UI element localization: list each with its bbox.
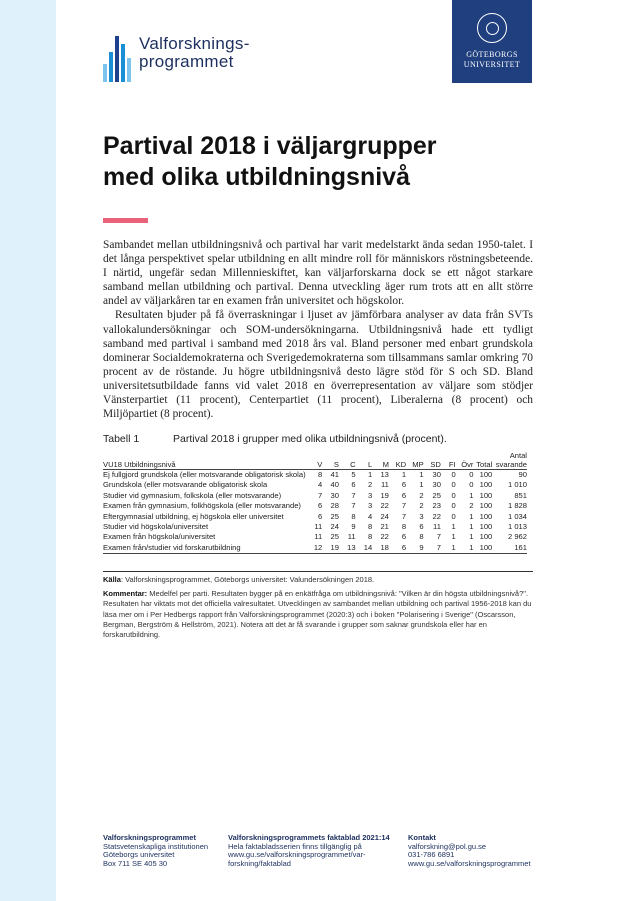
table-cell: 14	[356, 543, 373, 554]
table-cell: 4	[318, 480, 323, 490]
table-cell: 6	[389, 543, 406, 554]
row-label: Grundskola (eller motsvarande obligatorisk skola	[103, 480, 268, 490]
column-header: M	[372, 460, 389, 470]
footer-factsheet-link-cont[interactable]: forskning/faktablad	[228, 858, 291, 868]
table-cell: 19	[322, 543, 339, 554]
table-cell: 6	[351, 480, 356, 490]
table-cell: 18	[372, 543, 389, 554]
table-cell: 7	[318, 490, 323, 500]
table-cell: 0	[451, 480, 456, 490]
table-cell: 1	[451, 532, 456, 542]
table-cell: 3	[368, 490, 373, 500]
table-cell: 11	[347, 532, 356, 542]
table-cell: 8	[368, 532, 373, 542]
table-cell: 11	[314, 532, 323, 542]
column-header: svarande	[492, 460, 527, 470]
table-cell: 6	[401, 490, 407, 500]
footer-contact-email[interactable]: valforskning@pol.gu.se	[408, 841, 487, 851]
gu-name	[452, 50, 532, 70]
title-line1: Partival 2018 i väljargrupper	[103, 132, 437, 160]
table-cell: 0	[451, 501, 456, 511]
table-cell: 161	[492, 543, 527, 554]
column-header: L	[356, 460, 373, 470]
table-cell: 7	[351, 490, 356, 500]
table-cell: 1 034	[507, 511, 527, 521]
table-cell: 12	[306, 543, 323, 554]
table-cell: 25	[330, 511, 339, 521]
table-cell: 22	[380, 501, 389, 511]
table-cell: 9	[406, 543, 424, 554]
logo-text	[139, 35, 250, 71]
table-row	[103, 491, 527, 501]
table-cell: 7	[436, 532, 441, 542]
accent-bar	[103, 218, 148, 223]
table-cell: 22	[432, 511, 441, 521]
table-cell: 13	[339, 543, 356, 554]
table-cell: 1 828	[507, 501, 527, 511]
table-cell: 30	[432, 470, 441, 479]
table-cell: 41	[330, 470, 339, 479]
table-cell: 30	[432, 480, 441, 490]
table-cell: 1 013	[507, 522, 527, 532]
table-caption-text: Partival 2018 i grupper med olika utbildningsnivå (procent).	[173, 433, 447, 445]
sources-section	[103, 571, 533, 644]
valforskningsprogrammet-logo	[103, 32, 273, 84]
gu-name-line1: GÖTEBORGS	[466, 50, 518, 59]
table-cell: 0	[469, 470, 474, 479]
table-cell: 21	[380, 522, 389, 532]
table-row	[103, 532, 527, 542]
comment-label: Kommentar:	[103, 589, 148, 599]
table-cell: 1	[419, 480, 424, 490]
table-cell: 3	[419, 511, 424, 521]
logo-text-line2: programmet	[139, 52, 234, 71]
table-row	[103, 480, 527, 490]
table-cell: 3	[368, 501, 373, 511]
table-cell: 19	[380, 490, 389, 500]
table-cell: 40	[330, 480, 339, 490]
gu-logo	[452, 0, 532, 83]
table-cell: 100	[479, 490, 493, 500]
row-label: Studier vid gymnasium, folkskola (eller motsvarande)	[103, 490, 282, 500]
table-cell: 100	[479, 532, 493, 542]
table-cell: 100	[473, 543, 492, 554]
comment-note	[103, 589, 533, 640]
table-cell: 100	[479, 501, 493, 511]
table-cell: 1	[469, 511, 474, 521]
logo-text-line1: Valforsknings-	[139, 34, 250, 53]
row-label: Examen från gymnasium, folkhögskola (eller motsvarande)	[103, 501, 301, 511]
footer-address-line: Box 711 SE 405 30	[103, 858, 168, 868]
footer-contact-title: Kontakt	[408, 833, 436, 842]
column-header: SD	[424, 460, 441, 470]
table-cell: 30	[330, 490, 339, 500]
table-cell: 11	[314, 522, 323, 532]
footer-contact	[408, 834, 543, 868]
table-cell: 1	[469, 532, 474, 542]
table-cell: 4	[368, 511, 373, 521]
gu-name-line2: UNIVERSITET	[463, 60, 521, 69]
table-cell: 0	[451, 490, 456, 500]
source-text: : Valforskningsprogrammet, Göteborgs universitet: Valundersökningen 2018.	[120, 575, 375, 584]
footer-address-line: Statsvetenskapliga institutionen	[103, 841, 209, 851]
table-cell: 25	[330, 532, 339, 542]
source-label: Källa	[103, 575, 121, 584]
table-cell: 1	[469, 522, 474, 532]
table-cell: 8	[401, 522, 407, 532]
column-header: MP	[406, 460, 424, 470]
column-header: KD	[389, 460, 406, 470]
row-label: Examen från/studier vid forskarutbildning	[103, 543, 306, 554]
table-cell: 2	[469, 501, 474, 511]
footer-factsheet-line: Hela faktabladsserien finns tillgänglig på	[228, 841, 362, 851]
logo-bars-icon	[103, 32, 131, 82]
table-cell: 0	[469, 480, 474, 490]
footer-factsheet-title: Valforskningsprogrammets faktablad 2021:14	[228, 833, 390, 842]
row-label: Ej fullgjord grundskola (eller motsvarande obligatorisk skola)	[103, 470, 306, 479]
source-note	[103, 575, 533, 585]
table-caption	[103, 433, 533, 445]
table-cell: 1	[451, 522, 456, 532]
table-cell: 8	[318, 470, 323, 479]
table-cell: 6	[318, 511, 323, 521]
table-cell: 2	[419, 490, 424, 500]
row-label: Eftergymnasial utbildning, ej högskola eller universitet	[103, 511, 284, 521]
table-cell: 1 010	[507, 480, 527, 490]
side-strip	[0, 0, 56, 901]
column-header: C	[339, 460, 356, 470]
table-cell: 25	[432, 490, 441, 500]
university-seal-icon	[477, 13, 507, 43]
table-cell: 1	[368, 470, 373, 479]
table-cell: 22	[380, 532, 389, 542]
table-cell: 100	[479, 511, 493, 521]
footer-factsheet	[228, 834, 403, 868]
column-header: Total	[473, 460, 492, 470]
table-row	[103, 512, 527, 522]
column-header: V	[306, 460, 323, 470]
table-cell: 9	[351, 522, 356, 532]
table-number: Tabell 1	[103, 433, 140, 445]
table-cell: 5	[351, 470, 356, 479]
footer-contact-phone: 031-786 6891	[408, 850, 455, 860]
table-cell: 13	[380, 470, 389, 479]
table-cell: 1	[441, 543, 456, 554]
table-cell: 100	[479, 480, 493, 490]
table-cell: 6	[318, 501, 323, 511]
table-cell: 6	[401, 532, 407, 542]
table-cell: 8	[351, 511, 356, 521]
table-cell: 1	[419, 470, 424, 479]
table-row	[103, 501, 527, 511]
table-cell: 851	[514, 490, 527, 500]
comment-text: Medelfel per parti. Resultaten bygger på en enkätfråga om utbildningsnivå: "Vilken är din högsta utbildningsnivå?". Resultaten har viktats mot det officiella valresultatet. Utvecklingen av sambandet mellan utbildning och partival 1956-2018 kan du läsa mer om i Per Hedbergs rapport från Valforskningsprogrammet (2020:3) och i boken "Polarisering i Sverige" (Oscarsson, Bergman, Bergström & Hellström, 2021). Notera att det är få svarande i grupper som saknar grundskola eller har en forskarutbildning.	[103, 589, 532, 640]
footer-address-line: Göteborgs universitet	[103, 850, 175, 860]
table-cell: 8	[368, 522, 373, 532]
table-cell: 7	[424, 543, 441, 554]
footer-address-title: Valforskningsprogrammet	[103, 833, 196, 842]
table-cell: 0	[451, 511, 456, 521]
table-cell: 0	[451, 470, 456, 479]
footer-address	[103, 834, 223, 868]
table-cell: 7	[401, 511, 407, 521]
table-cell: 28	[330, 501, 339, 511]
paragraph-1: Sambandet mellan utbildningsnivå och partival har varit medelstarkt ända sedan 1950-talet. I det långa perspektivet spelar utbildning en allt mindre roll för människors röstningsbeteende. I närtid, ungefär sedan Millennieskiftet, kan väljarforskarna dock se ett något starkare samband mellan utbildning och partival. Denna utveckling äger rum trots att en allt större andel av väljarkåren tar en examen från universitet och högskolor.	[103, 239, 533, 308]
table-cell: 6	[419, 522, 424, 532]
table-cell: 2	[368, 480, 373, 490]
column-header-group: VU18 Utbildningsnivå	[103, 460, 306, 470]
paragraph-2: Resultaten bjuder på få överraskningar i ljuset av jämförbara analyser av data från SVTs vallokalundersökningar och SOM-undersökningarna. Utbildningsnivå hade ett tydligt samband med partival i samband med 2018 års val. Bland personer med enbart grundskola dominerar Socialdemokraterna och Sverigedemokraterna som tillsammans samlar omkring 70 procent av de röstande. Ju högre utbildningsnivå desto lägre stöd för S och SD. Bland universitetsutbildade fanns vid valet 2018 en överrepresentation av väljare som stödjer Vänsterpartiet (11 procent), Centerpartiet (11 procent), Liberalerna (8 procent) och Miljöpartiet (8 procent).	[103, 309, 533, 421]
table-cell: 1	[456, 543, 474, 554]
table-cell: 24	[380, 511, 389, 521]
table-cell: 6	[401, 480, 407, 490]
column-header: S	[322, 460, 339, 470]
title-line2: med olika utbildningsnivå	[103, 163, 410, 191]
table-row	[103, 543, 527, 554]
table-cell: 7	[351, 501, 356, 511]
row-label: Examen från högskola/universitet	[103, 532, 216, 542]
column-header-antal: Antal	[509, 451, 527, 460]
table-cell: 100	[479, 470, 493, 479]
table-cell: 2 962	[507, 532, 527, 542]
table-cell: 90	[518, 470, 527, 479]
footer-contact-website[interactable]: www.gu.se/valforskningsprogrammet	[408, 858, 531, 868]
table-cell: 11	[381, 480, 389, 490]
page-title	[103, 131, 543, 193]
column-header: FI	[441, 460, 456, 470]
table-cell: 2	[419, 501, 424, 511]
table-cell: 23	[432, 501, 441, 511]
table-cell: 24	[330, 522, 339, 532]
footer-factsheet-link[interactable]: www.gu.se/valforskningsprogrammet/var-	[228, 850, 366, 860]
table-cell: 1	[401, 470, 407, 479]
table-cell: 100	[479, 522, 493, 532]
column-header: Övr	[456, 460, 474, 470]
body-text	[103, 238, 533, 421]
data-table	[103, 451, 527, 554]
table-cell: 11	[433, 522, 441, 532]
row-label: Studier vid högskola/universitet	[103, 522, 209, 532]
table-row	[103, 470, 527, 481]
table-cell: 8	[419, 532, 424, 542]
table-cell: 7	[401, 501, 407, 511]
table-row	[103, 522, 527, 532]
table-cell: 1	[469, 490, 474, 500]
